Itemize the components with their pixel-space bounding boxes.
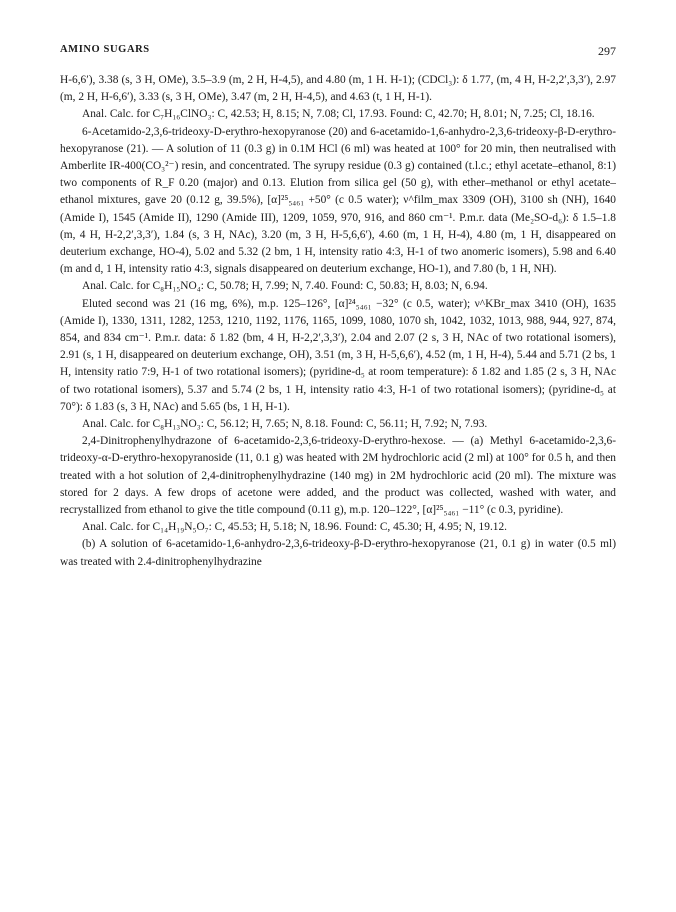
paragraph-experimental: Eluted second was 21 (16 mg, 6%), m.p. 125–126°, [α]²⁴₅₄₆₁ −32° (c 0.5, water); ν^KBr_max 3410 (OH), 1635 (Amide I), 1330, 1311, 1282, 1253, 1210, 1192, 1176, 1165, 1099, 1080, 1070 sh, 1042, 1032, 1013, 988, 944, 927, 874, 854, and 834 cm⁻¹. P.m.r. data: δ 1.82 (bm, 4 H, H-2,2′,3,3′), 2.04 and 2.07 (2 s, 3 H, NAc of two rotational isomers), 2.91 (s, 1 H, disappeared on deuterium exchange, OH), 3.51 (m, 3 H, H-5,6,6′), 4.52 (m, 1 H, H-4), 5.44 and 5.71 (2 bs, 1 H, intensity ratio 7:9, H-1 of two rotational isomers); (pyridine-d₅ at room temperature): δ 1.82 and 1.85 (2 s, 3 H, NAc of two rotational isomers), 5.37 and 5.74 (2 bs, 1 H, intensity ratio 4:3, H-1 of two rotational isomers); (pyridine-d₅ at 70°): δ 1.83 (s, 3 H, NAc) and 5.65 (bs, 1 H, H-1). bbox=[60, 297, 616, 413]
paragraph-analysis: Anal. Calc. for C₁₄H₁₉N₅O₇: C, 45.53; H, 5.18; N, 18.96. Found: C, 45.30; H, 4.95; N, 19.12. bbox=[82, 521, 508, 534]
paragraph-experimental: 6-Acetamido-2,3,6-trideoxy-D-erythro-hexopyranose (20) and 6-acetamido-1,6-anhydro-2,3,6-trideoxy-β-D-erythro-hexopyranose (21). — A solution of 11 (0.3 g) in 0.1M HCl (6 ml) was heated at 100° for 20 min, then neutralised with Amberlite IR-400(CO₃²⁻) resin, and concentrated. The syrupy residue (0.3 g) contained (t.l.c.; ethyl acetate–ethanol, 8:1) two components of R_F 0.20 (major) and 0.13. Elution from silica gel (50 g), with ether–methanol or ethyl acetate–ethanol mixtures, gave 20 (0.12 g, 39.5%), [α]²⁵₅₄₆₁ +50° (c 0.5 water); ν^film_max 3309 (OH), 3100 sh (NH), 1640 (Amide I), 1545 (Amide II), 1290 (Amide III), 1209, 1059, 970, 916, and 860 cm⁻¹. P.m.r. data (Me₂SO-d₆): δ 1.5–1.8 (m, 4 H, H-2,2′,3,3′), 1.84 (s, 3 H, NAc), 3.20 (m, 3 H, H-5,6,6′), 4.60 (m, 1 H, H-4), 4.80 (m, 1 H, disappeared on deuterium exchange, HO-4), 5.02 and 5.32 (2 bm, 1 H, intensity ratio 4:3, H-1 of two anomeric isomers), 5.98 and 6.40 (m and d, 1 H, intensity ratio 4:3, signals disappeared on deuterium exchange, HO-1), and 7.80 (b, 1 H, NH). bbox=[60, 125, 616, 276]
running-head: AMINO SUGARS bbox=[60, 44, 150, 55]
paragraph: H-6,6′), 3.38 (s, 3 H, OMe), 3.5–3.9 (m, 2 H, H-4,5), and 4.80 (m, 1 H. H-1); (CDCl₃): δ 1.77, (m, 4 H, H-2,2′,3,3′), 2.97 (m, 2 H, H-6,6′), 3.33 (s, 3 H, OMe), 3.47 (m, 2 H, H-4,5), and 4.63 (t, 1 H, H-1). bbox=[60, 74, 616, 104]
paragraph-experimental: 2,4-Dinitrophenylhydrazone of 6-acetamido-2,3,6-trideoxy-D-erythro-hexose. — (a) Methyl 6-acetamido-2,3,6-trideoxy-α-D-erythro-hexopyranoside (11, 0.1 g) was heated with 2M hydrochloric acid (2 ml) at 100° for 0.5 h, and then treated with a hot solution of 2,4-dinitrophenylhydrazine (140 mg) in 2M hydrochloric acid (20 ml). The mixture was stored for 2 days. A few drops of acetone were added, and the product was collected, washed with water, and recrystallized from ethanol to give the title compound (0.11 g), m.p. 120–122°, [α]²⁵₅₄₆₁ −11° (c 0.3, pyridine). bbox=[60, 435, 616, 517]
page-header bbox=[60, 44, 616, 60]
paragraph-experimental: (b) A solution of 6-acetamido-1,6-anhydro-2,3,6-trideoxy-β-D-erythro-hexopyranose (21, 0.1 g) in water (0.5 ml) was treated with 2.4-dinitrophenylhydrazine bbox=[60, 538, 616, 568]
paragraph-analysis: Anal. Calc. for C₈H₁₅NO₄: C, 50.78; H, 7.99; N, 7.40. Found: C, 50.83; H, 8.03; N, 6.94. bbox=[82, 280, 488, 293]
paragraph-analysis: Anal. Calc. for C₈H₁₃NO₃: C, 56.12; H, 7.65; N, 8.18. Found: C, 56.11; H, 7.92; N, 7.93. bbox=[82, 418, 488, 431]
paragraph-analysis: Anal. Calc. for C₇H₁₆ClNO₃: C, 42.53; H, 8.15; N, 7.08; Cl, 17.93. Found: C, 42.70; H, 8.01; N, 7.25; Cl, 18.16. bbox=[82, 108, 595, 121]
body-text bbox=[60, 72, 616, 571]
page-number: 297 bbox=[598, 44, 616, 58]
